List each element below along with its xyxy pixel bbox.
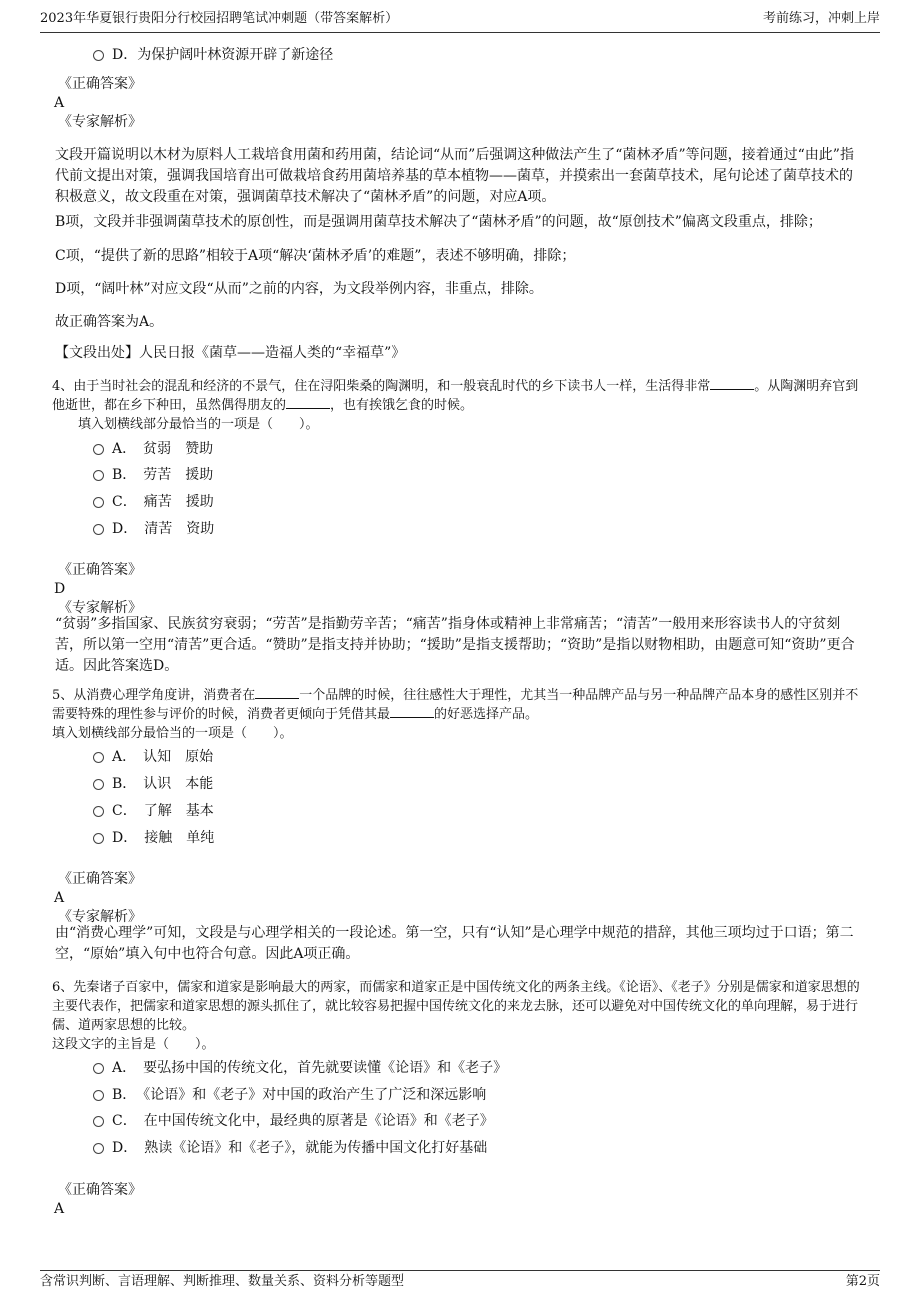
q6-option-a[interactable]: A． 要弘扬中国的传统文化，首先就要读懂《论语》和《老子》 [93, 1058, 507, 1078]
q6-answer: A [54, 1201, 65, 1217]
q3-analysis-label: 《专家解析》 [58, 114, 142, 130]
q6-answer-label: 《正确答案》 [58, 1182, 142, 1198]
q5-stem: 5、从消费心理学角度讲，消费者在 一个品牌的时候，往往感性大于理性，尤其当一种品牌产品与另一种品牌产品本身的感性区别并不需要特殊的理性参与评价的时候，消费者更倾向于凭借其最 的好恶选择产品。 [52, 688, 859, 722]
q3-analysis-paragraph-3: C项，“提供了新的思路”相较于A项“解决‘菌林矛盾’的难题”，表述不够明确，排除； [55, 248, 576, 264]
q6-prompt: 这段文字的主旨是（ ）。 [52, 1037, 215, 1052]
q4-prompt: 填入划横线部分最恰当的一项是（ ）。 [78, 417, 319, 432]
q3-option-d[interactable]: D．为保护阔叶林资源开辟了新途径 [93, 45, 333, 65]
q5-prompt: 填入划横线部分最恰当的一项是（ ）。 [52, 726, 293, 741]
radio-icon[interactable] [93, 1143, 104, 1154]
q6-option-d[interactable]: D． 熟读《论语》和《老子》，就能为传播中国文化打好基础 [93, 1138, 487, 1158]
q5-option-a[interactable]: A． 认知 原始 [93, 747, 213, 767]
q5-answer: A [54, 890, 65, 906]
radio-icon[interactable] [93, 1063, 104, 1074]
q6-stem: 6、先秦诸子百家中，儒家和道家是影响最大的两家，而儒家和道家正是中国传统文化的两条主线。《论语》、《老子》分别是儒家和道家思想的主要代表作，把儒家和道家思想的源头抓住了，就比较容易把握中国传统文化的来龙去脉，还可以避免对中国传统文化的单向理解，易于进行儒、道两家思想的比较。 [52, 980, 860, 1033]
q4-option-c[interactable]: C． 痛苦 援助 [93, 492, 214, 512]
blank-line [286, 396, 330, 409]
q3-answer-label: 《正确答案》 [58, 76, 142, 92]
q4-option-a[interactable]: A． 贫弱 赞助 [93, 439, 213, 459]
q3-answer: A [54, 95, 65, 111]
q6-option-c[interactable]: C． 在中国传统文化中，最经典的原著是《论语》和《老子》 [93, 1111, 494, 1131]
q5-answer-label: 《正确答案》 [58, 871, 142, 887]
page-footer [40, 1270, 880, 1297]
q4-option-d[interactable]: D． 清苦 资助 [93, 519, 214, 539]
page-number: 第2页 [845, 1274, 880, 1289]
q4-stem: 4、由于当时社会的混乱和经济的不景气，住在浔阳柴桑的陶渊明，和一般衰乱时代的乡下读书人一样，生活得非常 。从陶渊明弃官到他逝世，都在乡下种田，虽然偶得朋友的 ，也有挨饿乞食的时候。 [52, 379, 859, 413]
radio-icon[interactable] [93, 1090, 104, 1101]
q4-analysis-label: 《专家解析》 [58, 600, 142, 616]
radio-icon[interactable] [93, 1116, 104, 1127]
q3-analysis-paragraph-2: B项，文段并非强调菌草技术的原创性，而是强调用菌草技术解决了“菌林矛盾”的问题，故“原创技术”偏离文段重点，排除； [55, 214, 822, 230]
radio-icon[interactable] [93, 806, 104, 817]
radio-icon[interactable] [93, 497, 104, 508]
page-header [40, 6, 880, 33]
radio-icon[interactable] [93, 779, 104, 790]
radio-icon[interactable] [93, 444, 104, 455]
radio-icon[interactable] [93, 524, 104, 535]
header-slogan: 考前练习，冲刺上岸 [762, 11, 880, 26]
q3-analysis-paragraph-5: 故正确答案为A。 [55, 314, 164, 330]
q3-source: 【文段出处】人民日报《菌草——造福人类的“幸福草”》 [55, 345, 406, 361]
q5-analysis: 由“消费心理学”可知，文段是与心理学相关的一段论述。第一空，只有“认知”是心理学中规范的措辞，其他三项均过于口语；第二空，“原始”填入句中也符合句意。因此A项正确。 [55, 925, 854, 962]
q5-option-b[interactable]: B． 认识 本能 [93, 774, 213, 794]
blank-line [255, 686, 299, 699]
q5-option-d[interactable]: D． 接触 单纯 [93, 828, 214, 848]
radio-icon[interactable] [93, 833, 104, 844]
q3-analysis-paragraph-4: D项，“阔叶林”对应文段“从而”之前的内容，为文段举例内容，非重点，排除。 [55, 281, 543, 297]
radio-icon[interactable] [93, 752, 104, 763]
q4-analysis: “贫弱”多指国家、民族贫穷衰弱；“劳苦”是指勤劳辛苦；“痛苦”指身体或精神上非常痛苦；“清苦”一般用来形容读书人的守贫刻苦，所以第一空用“清苦”更合适。“赞助”是指支持并协助；“援助”是指支援帮助；“资助”是指以财物相助，由题意可知“资助”更合适。因此答案选D。 [55, 616, 855, 674]
footer-subjects: 含常识判断、言语理解、判断推理、数量关系、资料分析等题型 [40, 1274, 405, 1289]
radio-icon[interactable] [93, 50, 104, 61]
blank-line [390, 705, 434, 718]
q3-analysis-paragraph-1: 文段开篇说明以木材为原料人工栽培食用菌和药用菌，结论词“从而”后强调这种做法产生了“菌林矛盾”等问题，接着通过“由此”指代前文提出对策，强调我国培育出可做栽培食药用菌培养基的草本植物——菌草，并摸索出一套菌草技术，尾句论述了菌草技术的积极意义，故文段重在对策，强调菌草技术解决了“菌林矛盾”的问题，对应A项。 [55, 147, 854, 205]
q5-analysis-label: 《专家解析》 [58, 909, 142, 925]
q4-answer: D [54, 581, 66, 597]
radio-icon[interactable] [93, 470, 104, 481]
q4-option-b[interactable]: B． 劳苦 援助 [93, 465, 213, 485]
blank-line [710, 377, 754, 390]
q4-answer-label: 《正确答案》 [58, 562, 142, 578]
document-title: 2023年华夏银行贵阳分行校园招聘笔试冲刺题（带答案解析） [40, 11, 399, 26]
q6-option-b[interactable]: B． 《论语》和《老子》对中国的政治产生了广泛和深远影响 [93, 1085, 486, 1105]
q5-option-c[interactable]: C． 了解 基本 [93, 801, 214, 821]
